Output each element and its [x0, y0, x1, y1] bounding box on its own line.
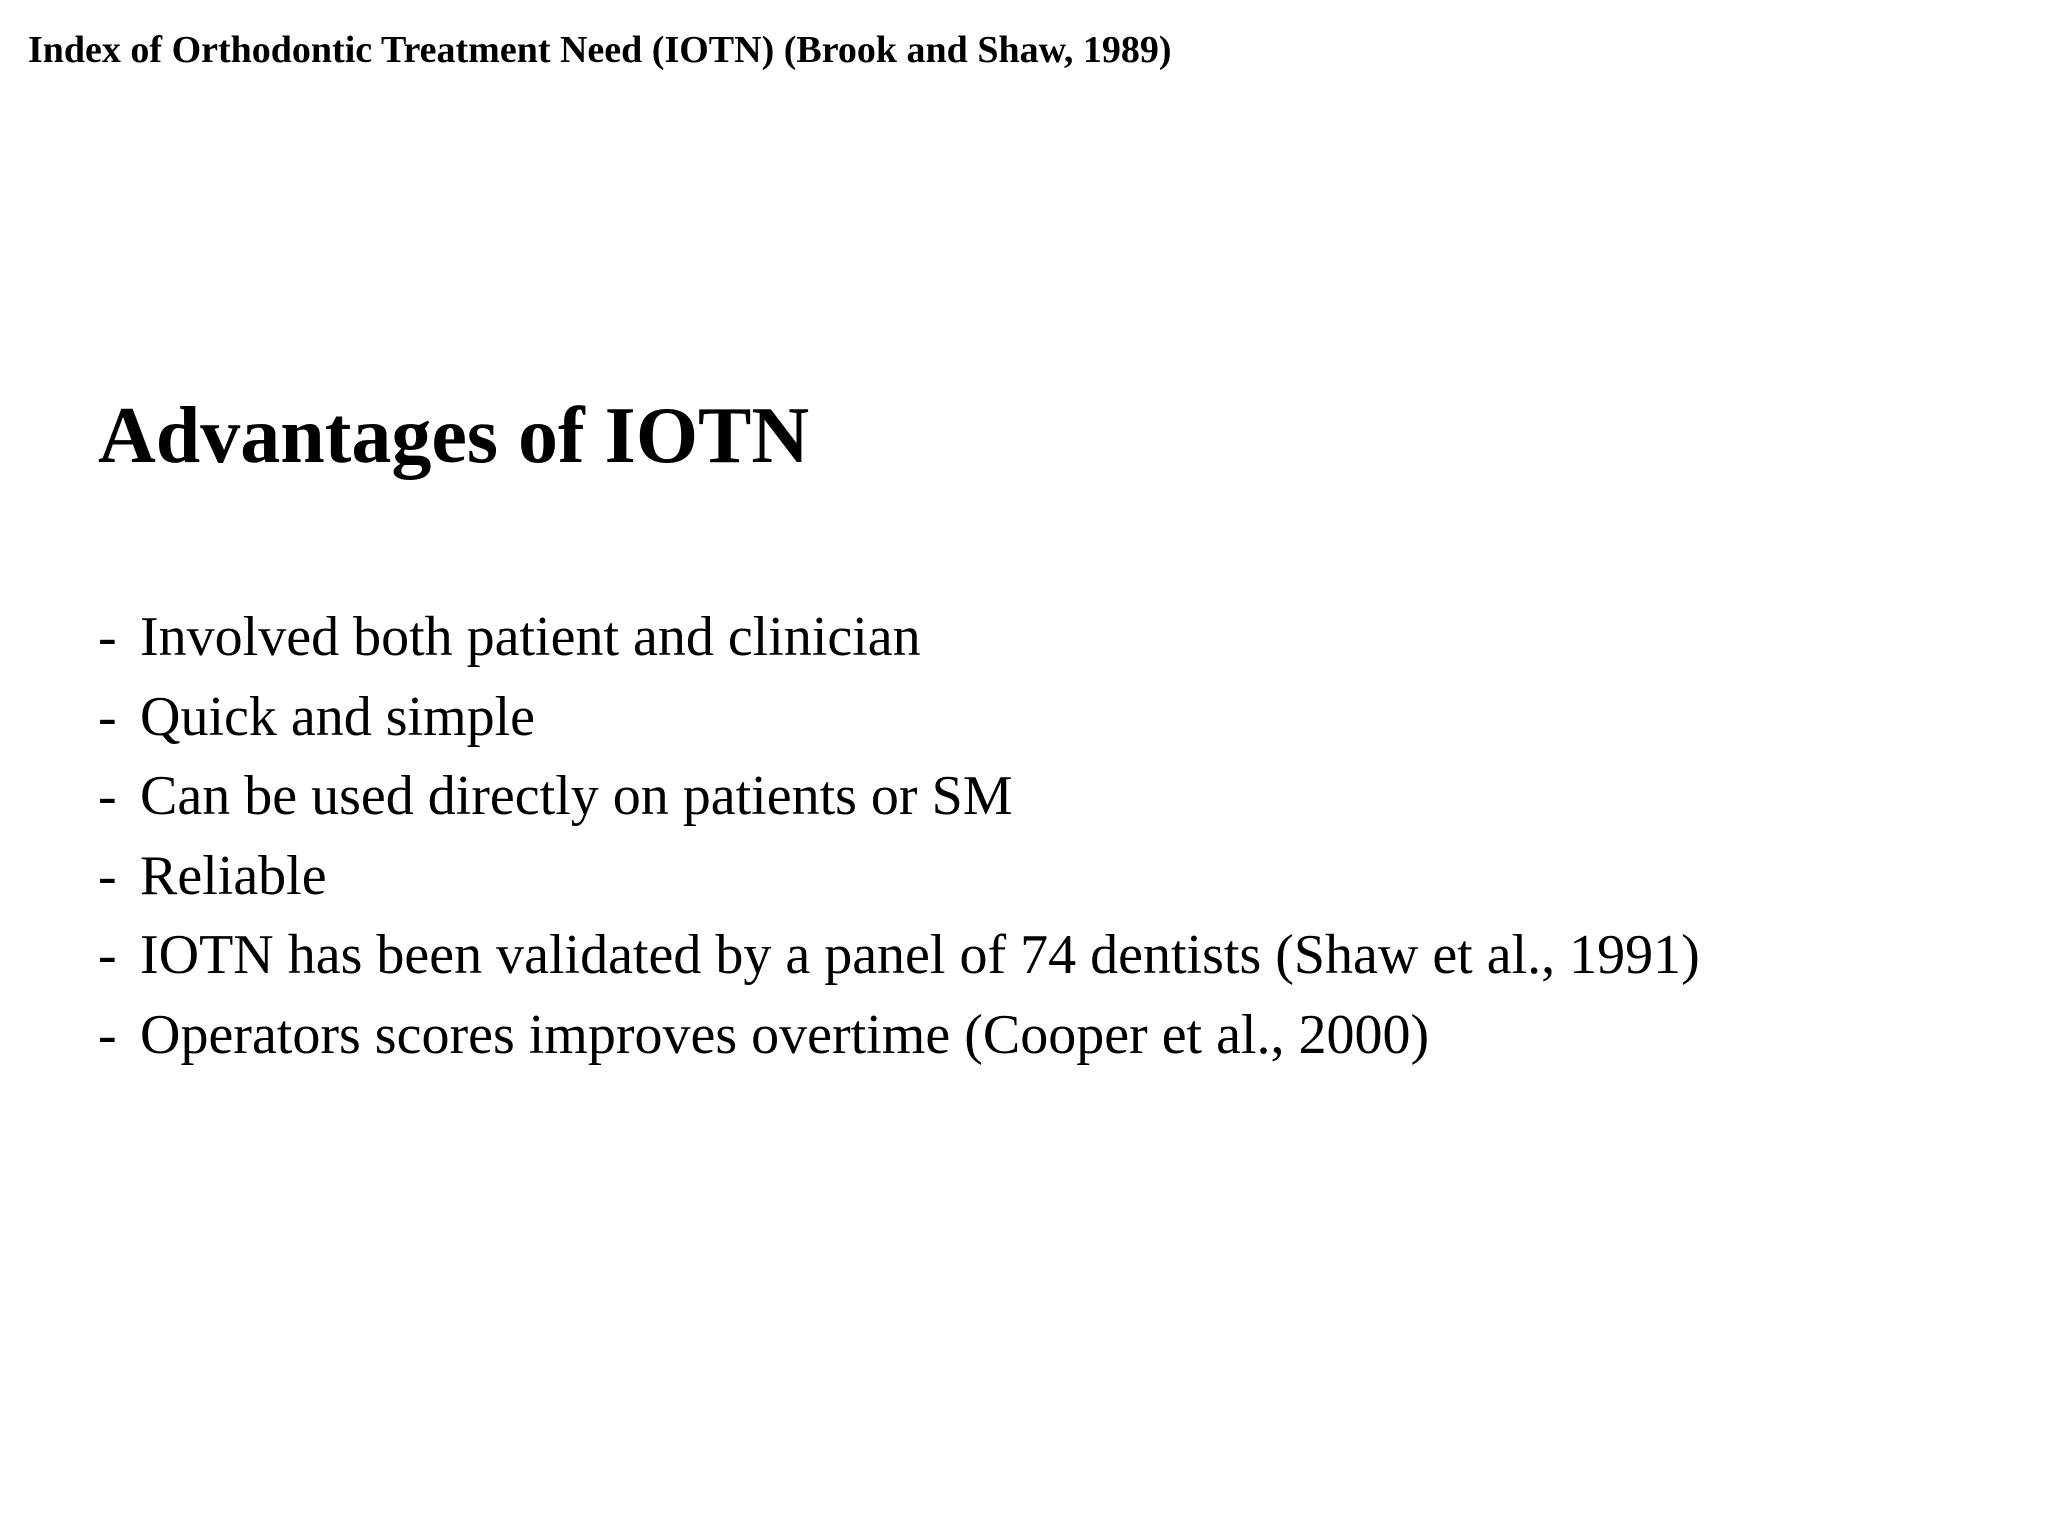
- list-item-text: Operators scores improves overtime (Cooper et al., 2000): [140, 1003, 1430, 1066]
- bullet-dash: -: [98, 685, 117, 748]
- list-item-text: Quick and simple: [140, 685, 536, 748]
- list-item-text: IOTN has been validated by a panel of 74 dentists (Shaw et al., 1991): [140, 924, 1700, 986]
- bullet-dash: -: [98, 606, 117, 668]
- list-item: [98, 996, 1700, 1076]
- advantages-list: [98, 598, 1700, 1075]
- list-item: [98, 678, 1700, 758]
- list-item: [98, 916, 1700, 996]
- slide-header-title: Index of Orthodontic Treatment Need (IOTN) (Brook and Shaw, 1989): [28, 29, 1172, 71]
- section-heading: Advantages of IOTN: [98, 392, 810, 480]
- list-item-text: Reliable: [140, 844, 327, 907]
- list-item-text: Involved both patient and clinician: [140, 606, 921, 668]
- bullet-dash: -: [98, 924, 117, 986]
- bullet-dash: -: [98, 765, 117, 827]
- list-item: [98, 598, 1700, 678]
- list-item: [98, 837, 1700, 917]
- bullet-dash: -: [98, 1003, 117, 1066]
- bullet-dash: -: [98, 844, 117, 907]
- list-item-text: Can be used directly on patients or SM: [140, 765, 1013, 827]
- list-item: [98, 757, 1700, 837]
